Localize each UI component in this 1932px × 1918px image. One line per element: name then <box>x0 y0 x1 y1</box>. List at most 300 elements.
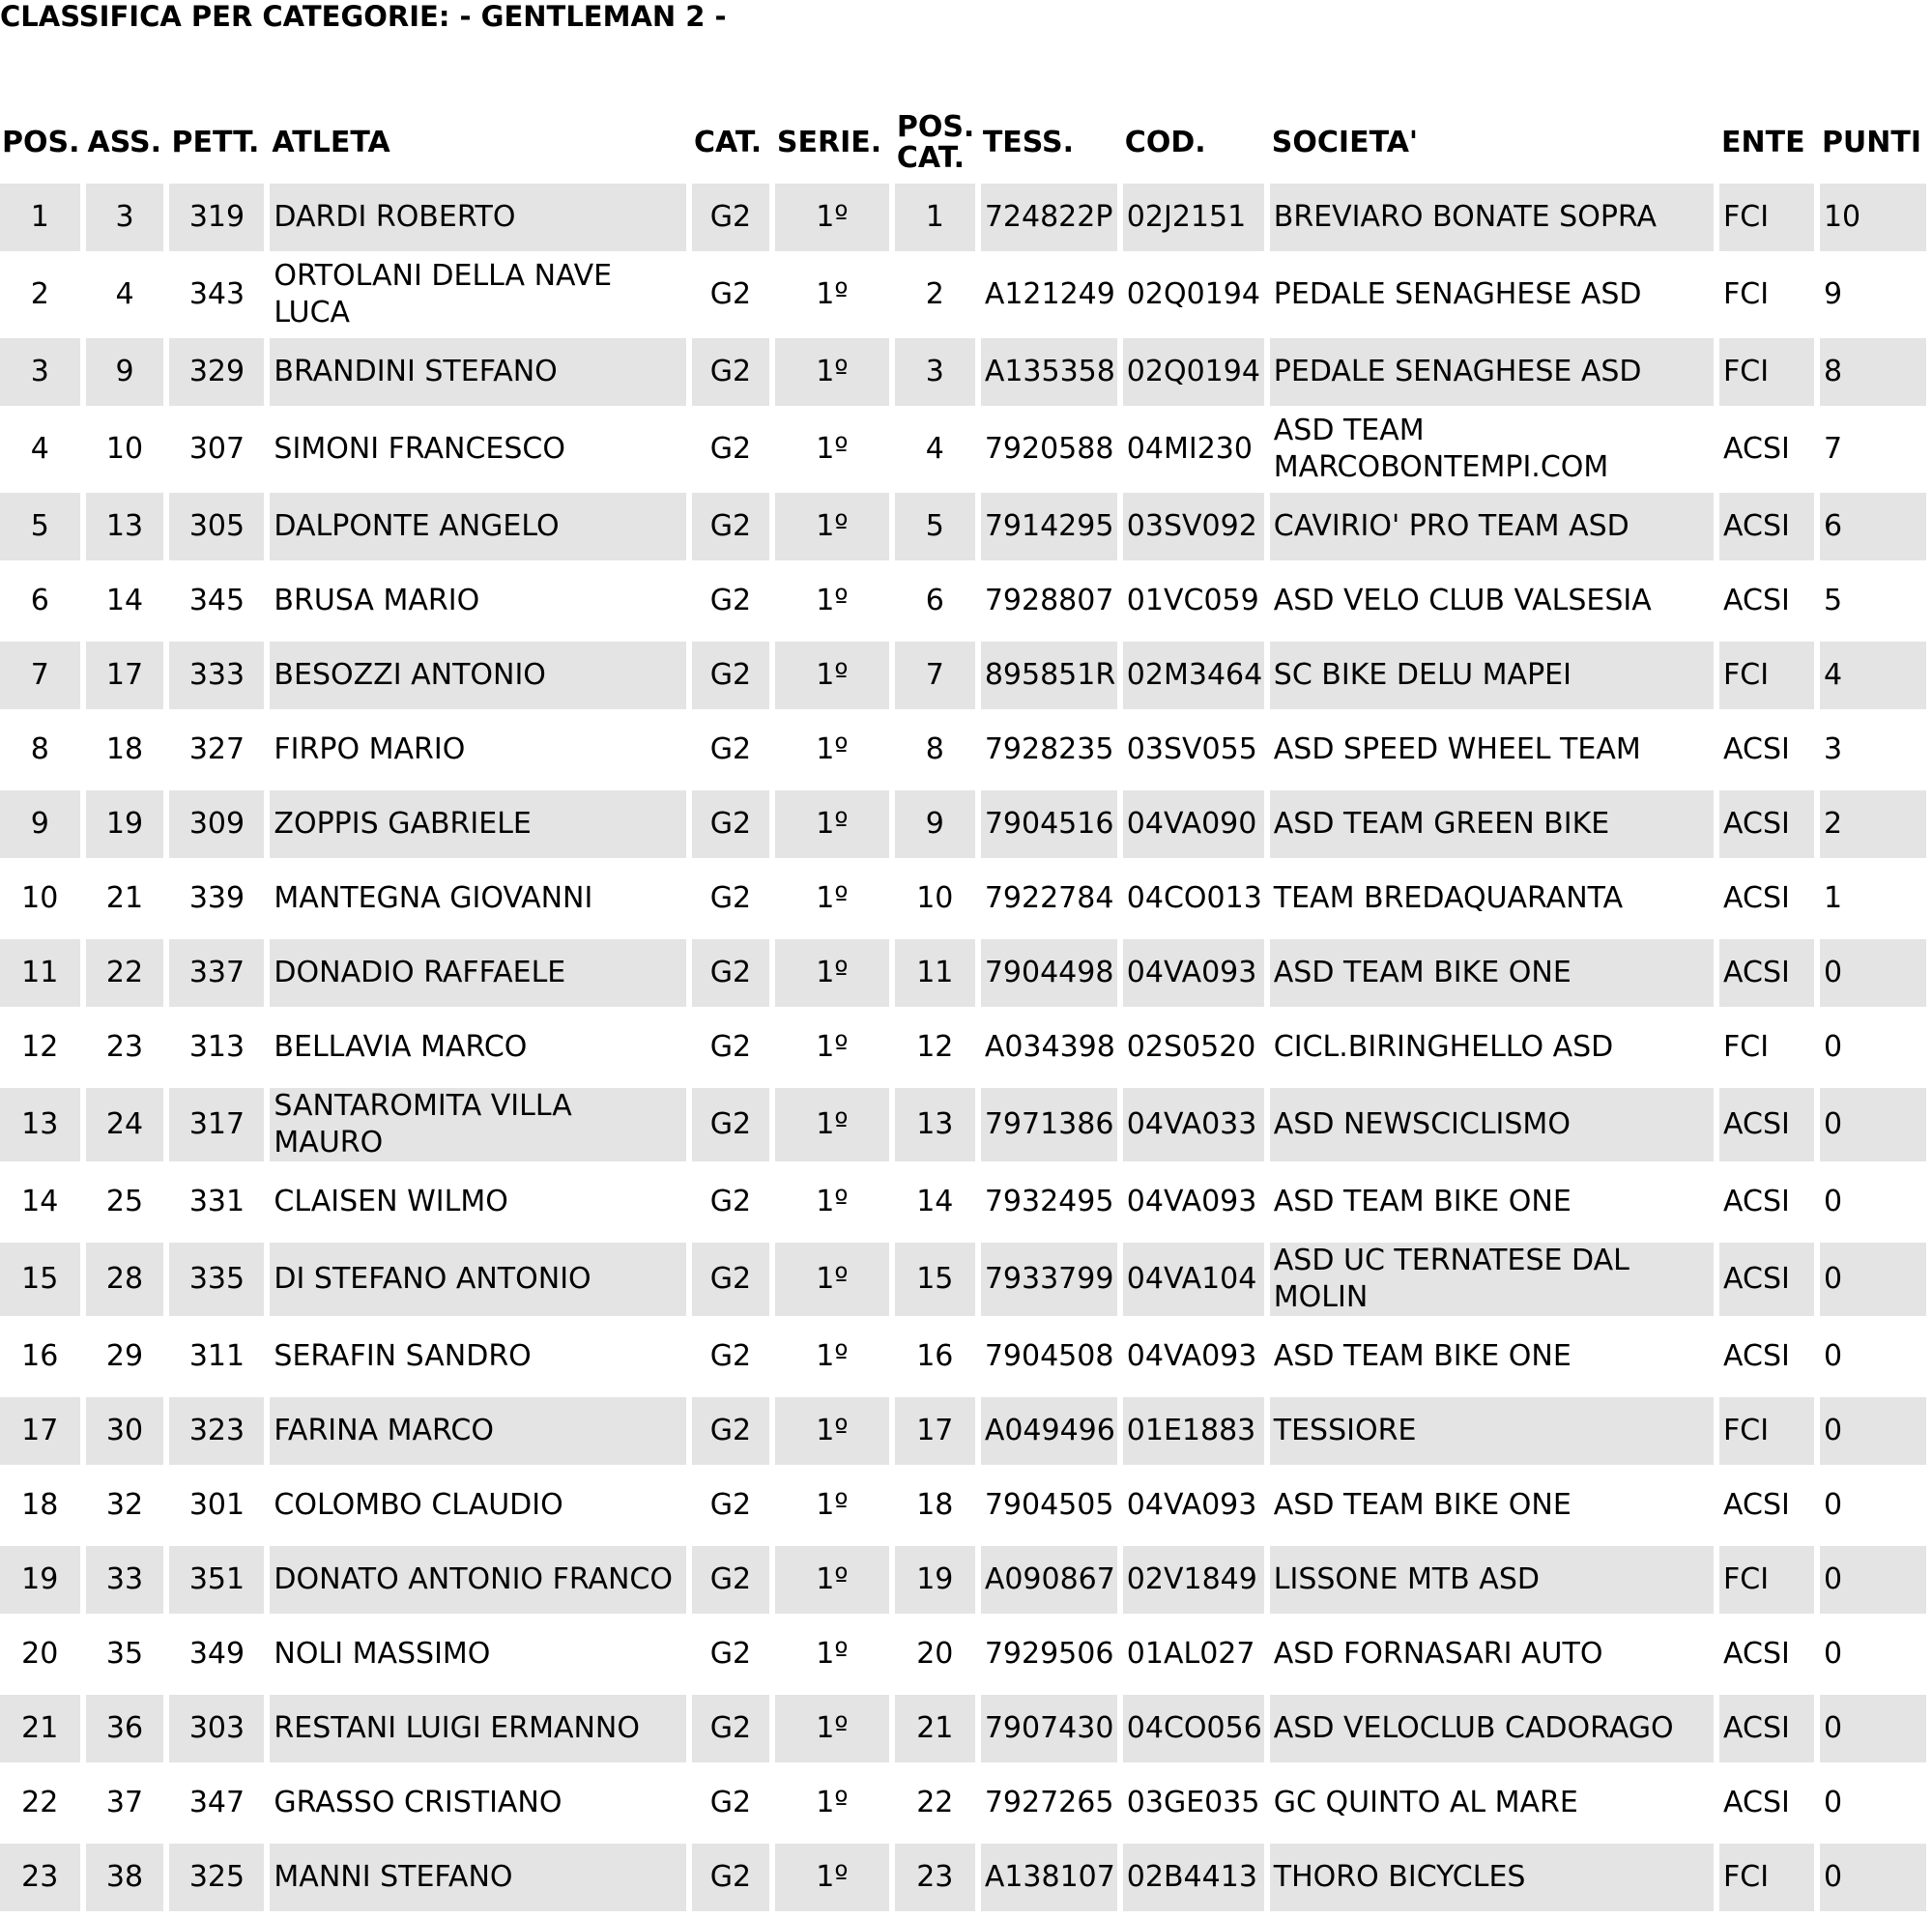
cell-ass: 19 <box>86 790 164 858</box>
cell-pett: 313 <box>188 1030 245 1064</box>
cell-pos: 9 <box>0 790 80 858</box>
cell-serie: 1º <box>816 1339 849 1373</box>
cell-punti: 9 <box>1823 277 1843 311</box>
cell-tess: 7928235 <box>984 732 1114 766</box>
cell-pett: 325 <box>169 1844 264 1911</box>
cell-societa: THORO BICYCLES <box>1270 1844 1714 1911</box>
cell-cod: 04VA093 <box>1126 1185 1257 1218</box>
cell-pos-cat: 17 <box>895 1397 975 1465</box>
cell-pos-cat: 3 <box>895 338 975 406</box>
header-row <box>0 109 1926 177</box>
table-row <box>0 1397 1926 1465</box>
cell-pett: 311 <box>188 1339 245 1373</box>
cell-atleta: SIMONI FRANCESCO <box>274 432 565 466</box>
cell-ass: 35 <box>105 1637 144 1671</box>
cell-serie: 1º <box>816 1637 849 1671</box>
cell-pos-cat: 19 <box>895 1546 975 1614</box>
cell-cat: G2 <box>709 277 752 311</box>
cell-serie: 1º <box>816 732 849 766</box>
cell-punti: 5 <box>1823 584 1843 617</box>
cell-pett: 335 <box>169 1243 264 1316</box>
cell-ass: 24 <box>86 1088 164 1161</box>
cell-tess: 7907430 <box>981 1695 1117 1762</box>
cell-pos: 20 <box>21 1637 59 1671</box>
table-row <box>0 1088 1926 1161</box>
cell-pett: 317 <box>169 1088 264 1161</box>
table-row <box>0 939 1926 1007</box>
cell-ente: ACSI <box>1719 493 1814 560</box>
cell-pos-cat: 7 <box>895 642 975 709</box>
cell-atleta: DARDI ROBERTO <box>270 184 686 251</box>
cell-cat: G2 <box>692 939 769 1007</box>
cell-ass: 33 <box>86 1546 164 1614</box>
cell-pos-cat: 23 <box>895 1844 975 1911</box>
cell-serie: 1º <box>775 939 889 1007</box>
cell-tess: 7932495 <box>984 1185 1114 1218</box>
cell-ente: FCI <box>1719 184 1814 251</box>
column-header-pos: POS. <box>2 126 80 159</box>
column-header-serie: SERIE. <box>776 126 882 159</box>
cell-atleta: BRANDINI STEFANO <box>270 338 686 406</box>
table-row <box>0 716 1926 784</box>
cell-societa: GC QUINTO AL MARE <box>1273 1786 1578 1819</box>
cell-tess: 7904516 <box>981 790 1117 858</box>
cell-punti: 2 <box>1820 790 1926 858</box>
cell-ente: ACSI <box>1723 584 1790 617</box>
cell-atleta: ORTOLANI DELLA NAVE LUCA <box>274 259 613 329</box>
cell-atleta: BELLAVIA MARCO <box>274 1030 528 1064</box>
cell-societa: ASD NEWSCICLISMO <box>1270 1088 1714 1161</box>
table-row <box>0 1844 1926 1911</box>
cell-punti: 0 <box>1820 1695 1926 1762</box>
cell-cod: 02B4413 <box>1123 1844 1264 1911</box>
cell-cod: 02Q0194 <box>1126 277 1260 311</box>
cell-ente: FCI <box>1719 1844 1814 1911</box>
cell-pos-cat: 10 <box>916 881 954 915</box>
cell-ass: 28 <box>86 1243 164 1316</box>
cell-atleta: FIRPO MARIO <box>274 732 466 766</box>
cell-cat: G2 <box>709 1488 752 1522</box>
cell-ass: 18 <box>105 732 144 766</box>
cell-pos-cat: 1 <box>895 184 975 251</box>
cell-tess: 724822P <box>981 184 1117 251</box>
cell-serie: 1º <box>775 1243 889 1316</box>
table-row <box>0 567 1926 635</box>
table-row <box>0 338 1926 406</box>
cell-ass: 21 <box>105 881 144 915</box>
cell-societa: ASD UC TERNATESE DAL MOLIN <box>1270 1243 1714 1316</box>
cell-pos: 21 <box>0 1695 80 1762</box>
cell-societa: ASD SPEED WHEEL TEAM <box>1273 732 1641 766</box>
cell-pos: 17 <box>0 1397 80 1465</box>
cell-cod: 04VA093 <box>1126 1339 1257 1373</box>
cell-cat: G2 <box>709 432 752 466</box>
cell-cod: 03GE035 <box>1126 1786 1260 1819</box>
cell-pos: 8 <box>30 732 49 766</box>
cell-tess: 7904498 <box>981 939 1117 1007</box>
cell-ass: 9 <box>86 338 164 406</box>
cell-cod: 04VA093 <box>1123 939 1264 1007</box>
cell-atleta: SERAFIN SANDRO <box>274 1339 532 1373</box>
cell-cat: G2 <box>709 1185 752 1218</box>
cell-cod: 01VC059 <box>1126 584 1259 617</box>
cell-pett: 347 <box>188 1786 245 1819</box>
cell-pos-cat: 21 <box>895 1695 975 1762</box>
page-title: CLASSIFICA PER CATEGORIE: - GENTLEMAN 2 - <box>0 0 727 33</box>
cell-cod: 02M3464 <box>1123 642 1264 709</box>
cell-cat: G2 <box>709 1786 752 1819</box>
cell-atleta: DONADIO RAFFAELE <box>270 939 686 1007</box>
cell-cod: 03SV092 <box>1123 493 1264 560</box>
cell-cod: 04VA104 <box>1123 1243 1264 1316</box>
cell-pos: 13 <box>0 1088 80 1161</box>
cell-ente: ACSI <box>1723 1637 1790 1671</box>
cell-pett: 323 <box>169 1397 264 1465</box>
cell-serie: 1º <box>816 584 849 617</box>
cell-societa: CICL.BIRINGHELLO ASD <box>1273 1030 1614 1064</box>
cell-tess: A090867 <box>981 1546 1117 1614</box>
cell-cod: 04VA090 <box>1123 790 1264 858</box>
cell-cat: G2 <box>709 1030 752 1064</box>
cell-punti: 0 <box>1820 1397 1926 1465</box>
cell-cat: G2 <box>692 1844 769 1911</box>
cell-pos: 10 <box>21 881 59 915</box>
cell-societa: ASD TEAM BIKE ONE <box>1270 939 1714 1007</box>
cell-serie: 1º <box>816 881 849 915</box>
cell-cod: 04MI230 <box>1126 432 1253 466</box>
cell-cat: G2 <box>692 1546 769 1614</box>
cell-tess: 7927265 <box>984 1786 1114 1819</box>
cell-pos-cat: 18 <box>916 1488 954 1522</box>
cell-ente: ACSI <box>1723 1786 1790 1819</box>
cell-tess: A121249 <box>984 277 1115 311</box>
cell-societa: PEDALE SENAGHESE ASD <box>1270 338 1714 406</box>
cell-pett: 331 <box>188 1185 245 1218</box>
cell-pos: 14 <box>21 1185 59 1218</box>
cell-ass: 3 <box>86 184 164 251</box>
cell-societa: ASD VELO CLUB VALSESIA <box>1273 584 1652 617</box>
cell-pos: 1 <box>0 184 80 251</box>
cell-cat: G2 <box>709 1637 752 1671</box>
cell-cod: 04VA093 <box>1126 1488 1257 1522</box>
cell-serie: 1º <box>816 1488 849 1522</box>
cell-cat: G2 <box>692 1397 769 1465</box>
cell-ass: 4 <box>115 277 134 311</box>
cell-pett: 307 <box>188 432 245 466</box>
cell-pett: 319 <box>169 184 264 251</box>
cell-punti: 10 <box>1820 184 1926 251</box>
cell-cod: 04CO056 <box>1123 1695 1264 1762</box>
cell-societa: ASD FORNASARI AUTO <box>1273 1637 1603 1671</box>
cell-pos-cat: 20 <box>916 1637 954 1671</box>
cell-ente: FCI <box>1719 1397 1814 1465</box>
cell-pett: 345 <box>188 584 245 617</box>
cell-ass: 14 <box>105 584 144 617</box>
cell-ente: ACSI <box>1719 1243 1814 1316</box>
cell-pett: 349 <box>188 1637 245 1671</box>
cell-punti: 0 <box>1823 1339 1843 1373</box>
cell-pos: 11 <box>0 939 80 1007</box>
cell-ente: ACSI <box>1723 1339 1790 1373</box>
cell-cat: G2 <box>692 184 769 251</box>
cell-ente: ACSI <box>1719 939 1814 1007</box>
cell-serie: 1º <box>775 790 889 858</box>
cell-cat: G2 <box>709 584 752 617</box>
cell-pos-cat: 22 <box>916 1786 954 1819</box>
cell-pos-cat: 9 <box>895 790 975 858</box>
cell-atleta: MANNI STEFANO <box>270 1844 686 1911</box>
cell-punti: 0 <box>1823 1030 1843 1064</box>
cell-serie: 1º <box>816 1786 849 1819</box>
cell-ente: ACSI <box>1723 881 1790 915</box>
cell-tess: A034398 <box>984 1030 1115 1064</box>
cell-pos: 19 <box>0 1546 80 1614</box>
cell-atleta: BESOZZI ANTONIO <box>270 642 686 709</box>
cell-pett: 329 <box>169 338 264 406</box>
cell-ente: FCI <box>1719 338 1814 406</box>
cell-pos: 12 <box>21 1030 59 1064</box>
cell-cod: 01E1883 <box>1123 1397 1264 1465</box>
column-header-pos-cat: POS. CAT. <box>896 110 975 175</box>
cell-cod: 04VA033 <box>1123 1088 1264 1161</box>
cell-cat: G2 <box>692 790 769 858</box>
cell-atleta: BRUSA MARIO <box>274 584 480 617</box>
cell-cod: 02Q0194 <box>1123 338 1264 406</box>
cell-ass: 29 <box>105 1339 144 1373</box>
cell-ass: 17 <box>86 642 164 709</box>
cell-atleta: NOLI MASSIMO <box>274 1637 491 1671</box>
cell-ass: 37 <box>105 1786 144 1819</box>
cell-ente: FCI <box>1723 1030 1770 1064</box>
table-row <box>0 790 1926 858</box>
cell-pos: 3 <box>0 338 80 406</box>
cell-ente: ACSI <box>1723 1488 1790 1522</box>
cell-serie: 1º <box>775 1088 889 1161</box>
cell-tess: 7928807 <box>984 584 1114 617</box>
cell-ass: 38 <box>86 1844 164 1911</box>
cell-punti: 1 <box>1823 881 1843 915</box>
cell-pos: 6 <box>30 584 49 617</box>
cell-pos: 16 <box>21 1339 59 1373</box>
cell-pos: 23 <box>0 1844 80 1911</box>
cell-serie: 1º <box>775 1695 889 1762</box>
cell-pos-cat: 14 <box>916 1185 954 1218</box>
table-row <box>0 1620 1926 1688</box>
cell-ente: FCI <box>1719 1546 1814 1614</box>
cell-societa: ASD VELOCLUB CADORAGO <box>1270 1695 1714 1762</box>
cell-atleta: CLAISEN WILMO <box>274 1185 508 1218</box>
column-header-pett: PETT. <box>171 126 260 159</box>
cell-societa: CAVIRIO' PRO TEAM ASD <box>1270 493 1714 560</box>
cell-tess: 7929506 <box>984 1637 1114 1671</box>
cell-pos: 5 <box>0 493 80 560</box>
cell-cat: G2 <box>692 1695 769 1762</box>
cell-cat: G2 <box>692 642 769 709</box>
cell-ente: ACSI <box>1723 1185 1790 1218</box>
cell-tess: 7904508 <box>984 1339 1114 1373</box>
cell-tess: 7914295 <box>981 493 1117 560</box>
cell-punti: 7 <box>1823 432 1843 466</box>
column-header-societa: SOCIETA' <box>1271 126 1419 159</box>
cell-serie: 1º <box>775 338 889 406</box>
column-header-ass: ASS. <box>87 126 161 159</box>
cell-pett: 301 <box>188 1488 245 1522</box>
cell-serie: 1º <box>775 1546 889 1614</box>
table-row <box>0 413 1926 486</box>
cell-atleta: COLOMBO CLAUDIO <box>274 1488 563 1522</box>
column-header-tess: TESS. <box>982 126 1075 159</box>
cell-societa: ASD TEAM BIKE ONE <box>1273 1339 1572 1373</box>
cell-pos-cat: 12 <box>916 1030 954 1064</box>
column-header-ente: ENTE <box>1721 126 1805 159</box>
cell-punti: 0 <box>1823 1488 1843 1522</box>
cell-societa: ASD TEAM GREEN BIKE <box>1270 790 1714 858</box>
cell-punti: 6 <box>1820 493 1926 560</box>
cell-societa: ASD TEAM BIKE ONE <box>1273 1185 1572 1218</box>
cell-cat: G2 <box>709 881 752 915</box>
cell-pos-cat: 6 <box>925 584 944 617</box>
cell-pos-cat: 11 <box>895 939 975 1007</box>
cell-ass: 32 <box>105 1488 144 1522</box>
table-row <box>0 1243 1926 1316</box>
cell-punti: 0 <box>1820 1243 1926 1316</box>
results-table <box>0 102 1932 1918</box>
column-header-cod: COD. <box>1124 126 1206 159</box>
cell-tess: 7971386 <box>981 1088 1117 1161</box>
table-row <box>0 642 1926 709</box>
cell-pos-cat: 16 <box>916 1339 954 1373</box>
cell-punti: 0 <box>1823 1786 1843 1819</box>
cell-cat: G2 <box>692 493 769 560</box>
cell-societa: PEDALE SENAGHESE ASD <box>1273 277 1642 311</box>
cell-atleta: DI STEFANO ANTONIO <box>270 1243 686 1316</box>
cell-cat: G2 <box>692 1243 769 1316</box>
cell-ass: 36 <box>86 1695 164 1762</box>
cell-societa: BREVIARO BONATE SOPRA <box>1270 184 1714 251</box>
cell-ass: 22 <box>86 939 164 1007</box>
cell-pett: 303 <box>169 1695 264 1762</box>
cell-pett: 343 <box>188 277 245 311</box>
cell-punti: 3 <box>1823 732 1843 766</box>
cell-ass: 25 <box>105 1185 144 1218</box>
cell-serie: 1º <box>775 642 889 709</box>
cell-ass: 23 <box>105 1030 144 1064</box>
cell-ente: ACSI <box>1723 432 1790 466</box>
cell-ente: FCI <box>1719 642 1814 709</box>
table-row <box>0 1769 1926 1837</box>
cell-tess: 7904505 <box>984 1488 1114 1522</box>
cell-atleta: RESTANI LUIGI ERMANNO <box>270 1695 686 1762</box>
cell-atleta: ZOPPIS GABRIELE <box>270 790 686 858</box>
cell-punti: 4 <box>1820 642 1926 709</box>
cell-atleta: DONATO ANTONIO FRANCO <box>270 1546 686 1614</box>
cell-tess: 7920588 <box>984 432 1114 466</box>
column-header-cat: CAT. <box>693 126 763 159</box>
cell-societa: TESSIORE <box>1270 1397 1714 1465</box>
cell-cod: 01AL027 <box>1126 1637 1255 1671</box>
column-header-punti: PUNTI <box>1821 126 1922 159</box>
cell-atleta: FARINA MARCO <box>270 1397 686 1465</box>
cell-pos: 22 <box>21 1786 59 1819</box>
cell-serie: 1º <box>775 1397 889 1465</box>
cell-ente: ACSI <box>1719 1088 1814 1161</box>
cell-societa: ASD TEAM MARCOBONTEMPI.COM <box>1273 414 1609 484</box>
cell-pos: 15 <box>0 1243 80 1316</box>
cell-tess: 7922784 <box>984 881 1114 915</box>
cell-cat: G2 <box>709 732 752 766</box>
cell-pett: 337 <box>169 939 264 1007</box>
table-body <box>0 184 1926 1911</box>
cell-tess: 895851R <box>981 642 1117 709</box>
cell-punti: 0 <box>1820 1088 1926 1161</box>
cell-tess: A138107 <box>981 1844 1117 1911</box>
table-row <box>0 1323 1926 1390</box>
cell-ente: ACSI <box>1719 790 1814 858</box>
cell-cod: 02J2151 <box>1123 184 1264 251</box>
cell-pett: 333 <box>169 642 264 709</box>
cell-pos-cat: 13 <box>895 1088 975 1161</box>
cell-pos-cat: 15 <box>895 1243 975 1316</box>
cell-punti: 0 <box>1820 1844 1926 1911</box>
cell-serie: 1º <box>775 184 889 251</box>
cell-atleta: DALPONTE ANGELO <box>270 493 686 560</box>
cell-punti: 0 <box>1823 1185 1843 1218</box>
cell-tess: 7933799 <box>981 1243 1117 1316</box>
cell-pos-cat: 2 <box>925 277 944 311</box>
table-row <box>0 1695 1926 1762</box>
cell-pos: 7 <box>0 642 80 709</box>
cell-ente: ACSI <box>1719 1695 1814 1762</box>
cell-pos: 2 <box>30 277 49 311</box>
cell-ente: FCI <box>1723 277 1770 311</box>
cell-cod: 02S0520 <box>1126 1030 1256 1064</box>
cell-serie: 1º <box>816 1185 849 1218</box>
cell-serie: 1º <box>816 277 849 311</box>
cell-serie: 1º <box>816 432 849 466</box>
cell-pos: 4 <box>30 432 49 466</box>
cell-cod: 04CO013 <box>1126 881 1262 915</box>
cell-cat: G2 <box>692 1088 769 1161</box>
cell-serie: 1º <box>816 1030 849 1064</box>
cell-atleta: GRASSO CRISTIANO <box>274 1786 562 1819</box>
cell-ass: 13 <box>86 493 164 560</box>
cell-ente: ACSI <box>1723 732 1790 766</box>
cell-pett: 339 <box>188 881 245 915</box>
cell-cod: 03SV055 <box>1126 732 1257 766</box>
cell-cat: G2 <box>709 1339 752 1373</box>
cell-cat: G2 <box>692 338 769 406</box>
cell-ass: 30 <box>86 1397 164 1465</box>
cell-societa: LISSONE MTB ASD <box>1270 1546 1714 1614</box>
cell-pett: 305 <box>169 493 264 560</box>
cell-pos-cat: 5 <box>895 493 975 560</box>
column-header-atleta: ATLETA <box>272 126 390 159</box>
cell-societa: ASD TEAM BIKE ONE <box>1273 1488 1572 1522</box>
cell-pos: 18 <box>21 1488 59 1522</box>
cell-pett: 309 <box>169 790 264 858</box>
table-row <box>0 1168 1926 1236</box>
cell-cod: 02V1849 <box>1123 1546 1264 1614</box>
cell-pett: 327 <box>188 732 245 766</box>
cell-punti: 0 <box>1823 1637 1843 1671</box>
table-row <box>0 258 1926 331</box>
table-row <box>0 865 1926 932</box>
cell-ass: 10 <box>105 432 144 466</box>
cell-tess: A049496 <box>981 1397 1117 1465</box>
table-row <box>0 493 1926 560</box>
cell-pos-cat: 4 <box>925 432 944 466</box>
cell-punti: 0 <box>1820 939 1926 1007</box>
